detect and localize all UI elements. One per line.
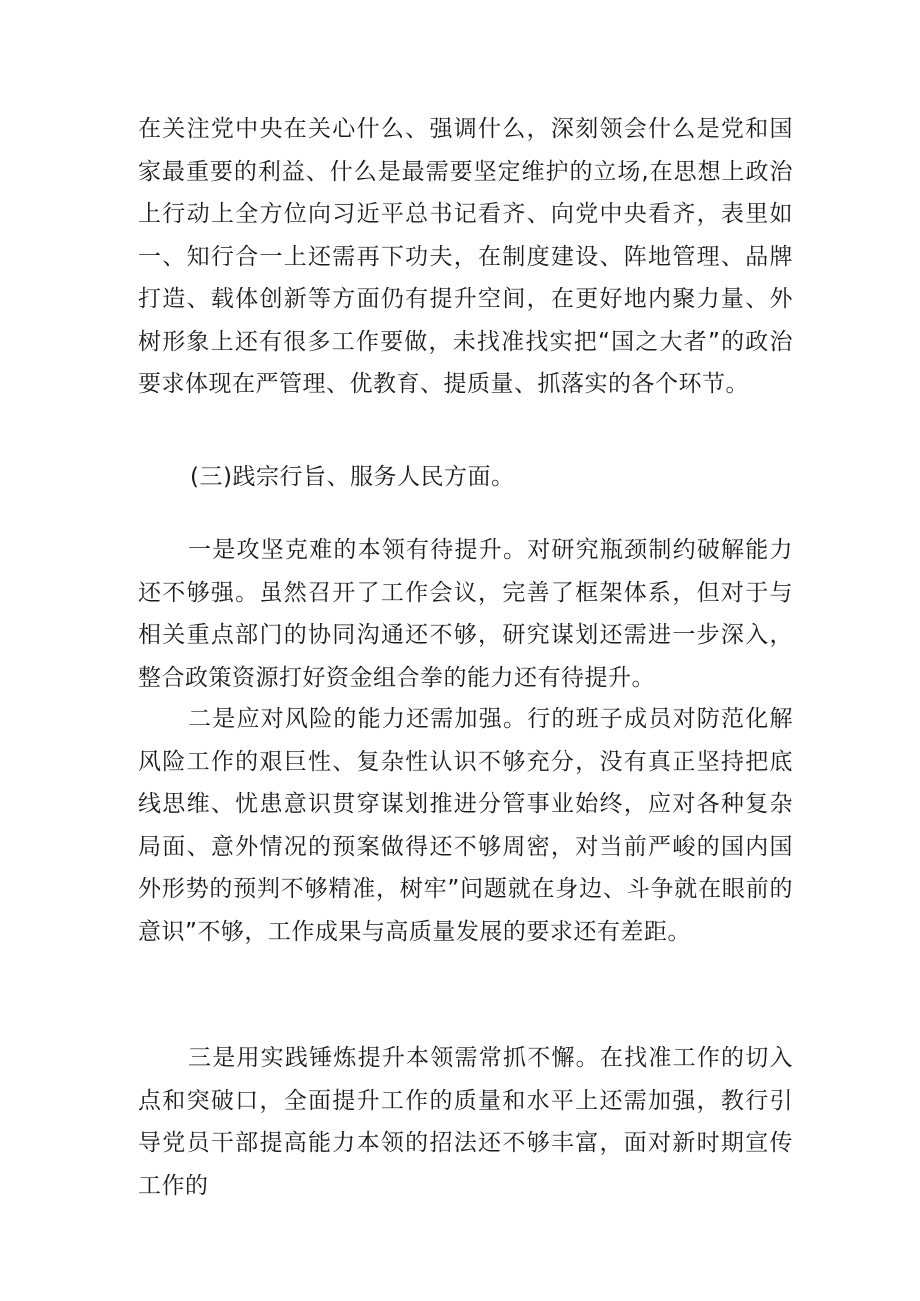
- section-heading-serve-people: (三)践宗行旨、服务人民方面。: [190, 464, 515, 490]
- paragraph-problem-solving: 一是攻坚克难的本领有待提升。对研究瓶颈制约破解能力还不够强。虽然召开了工作会议，完善了框架体系，但对于与相关重点部门的协同沟通还不够，研究谋划还需进一步深入，整合政策资源打好资金组合拳的能力还有待提升。: [138, 537, 793, 691]
- paragraph-political-alignment: 在关注党中央在关心什么、强调什么，深刻领会什么是党和国家最重要的利益、什么是最需要坚定维护的立场,在思想上政治上行动上全方位向习近平总书记看齐、向党中央看齐，表里如一、知行合一上还需再下功夫，在制度建设、阵地管理、品牌打造、载体创新等方面仍有提升空间，在更好地内聚力量、外树形象上还有很多工作要做，未找准找实把“国之大者”的政治要求体现在严管理、优教育、提质量、抓落实的各个环节。: [138, 116, 793, 397]
- paragraph-practice-skills: 三是用实践锤炼提升本领需常抓不懈。在找准工作的切入点和突破口，全面提升工作的质量和水平上还需加强，教行引导党员干部提高能力本领的招法还不够丰富，面对新时期宣传工作的: [138, 1045, 793, 1199]
- paragraph-risk-response: 二是应对风险的能力还需加强。行的班子成员对防范化解风险工作的艰巨性、复杂性认识不够充分，没有真正坚持把底线思维、忧患意识贯穿谋划推进分管事业始终，应对各种复杂局面、意外情况的预案做得还不够周密，对当前严峻的国内国外形势的预判不够精准，树牢”问题就在身边、斗争就在眼前的意识”不够，工作成果与高质量发展的要求还有差距。: [138, 706, 793, 945]
